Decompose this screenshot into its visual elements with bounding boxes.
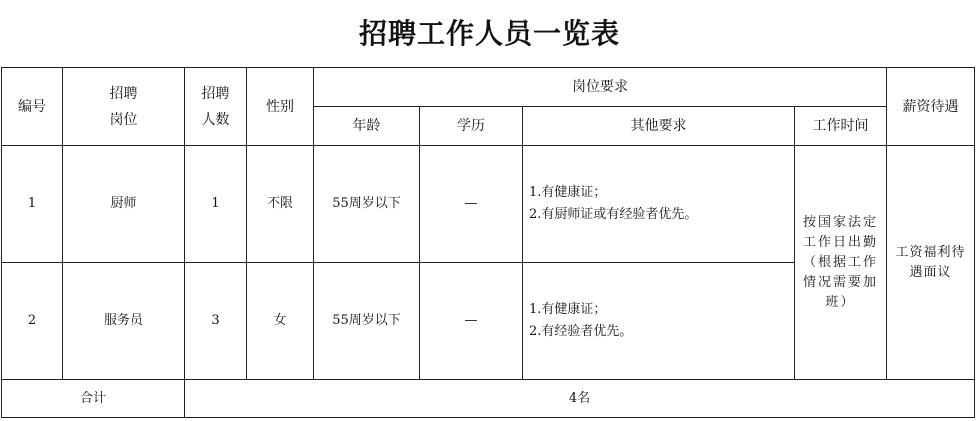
header-requirements: 岗位要求 <box>314 68 887 107</box>
salary-cell: 工资福利待遇面议 <box>887 146 975 380</box>
header-count-line2: 人数 <box>201 111 230 128</box>
row-education: — <box>420 263 523 380</box>
work-time-cell: 按国家法定工作日出勤（根据工作情况需要加班） <box>795 146 887 380</box>
header-position-line2: 岗位 <box>109 111 138 128</box>
row-position: 服务员 <box>63 263 185 380</box>
header-education: 学历 <box>420 107 523 146</box>
row-id: 1 <box>2 146 63 263</box>
row-age: 55周岁以下 <box>314 263 420 380</box>
recruitment-table <box>1 67 975 418</box>
header-age: 年龄 <box>314 107 420 146</box>
row-education: — <box>420 146 523 263</box>
header-count <box>185 68 247 146</box>
row-count: 1 <box>185 146 247 263</box>
requirement-item: 2.有厨师证或有经验者优先。 <box>529 207 698 222</box>
total-value: 4名 <box>185 380 975 418</box>
row-age: 55周岁以下 <box>314 146 420 263</box>
header-count-line1: 招聘 <box>201 85 230 102</box>
row-other-requirements <box>523 263 795 380</box>
header-work-time: 工作时间 <box>795 107 887 146</box>
page-title: 招聘工作人员一览表 <box>358 17 620 50</box>
header-position-line1: 招聘 <box>109 85 138 102</box>
row-position: 厨师 <box>63 146 185 263</box>
total-row <box>2 380 975 418</box>
header-salary: 薪资待遇 <box>887 68 975 146</box>
row-gender: 女 <box>247 263 314 380</box>
requirement-item: 2.有经验者优先。 <box>529 324 633 339</box>
total-label: 合计 <box>2 380 185 418</box>
requirement-item: 1.有健康证； <box>529 185 607 200</box>
header-id: 编号 <box>2 68 63 146</box>
header-gender: 性别 <box>247 68 314 146</box>
row-id: 2 <box>2 263 63 380</box>
row-count: 3 <box>185 263 247 380</box>
table-row <box>2 146 975 263</box>
row-other-requirements <box>523 146 795 263</box>
requirement-item: 1.有健康证； <box>529 302 607 317</box>
header-other: 其他要求 <box>523 107 795 146</box>
row-gender: 不限 <box>247 146 314 263</box>
header-position <box>63 68 185 146</box>
